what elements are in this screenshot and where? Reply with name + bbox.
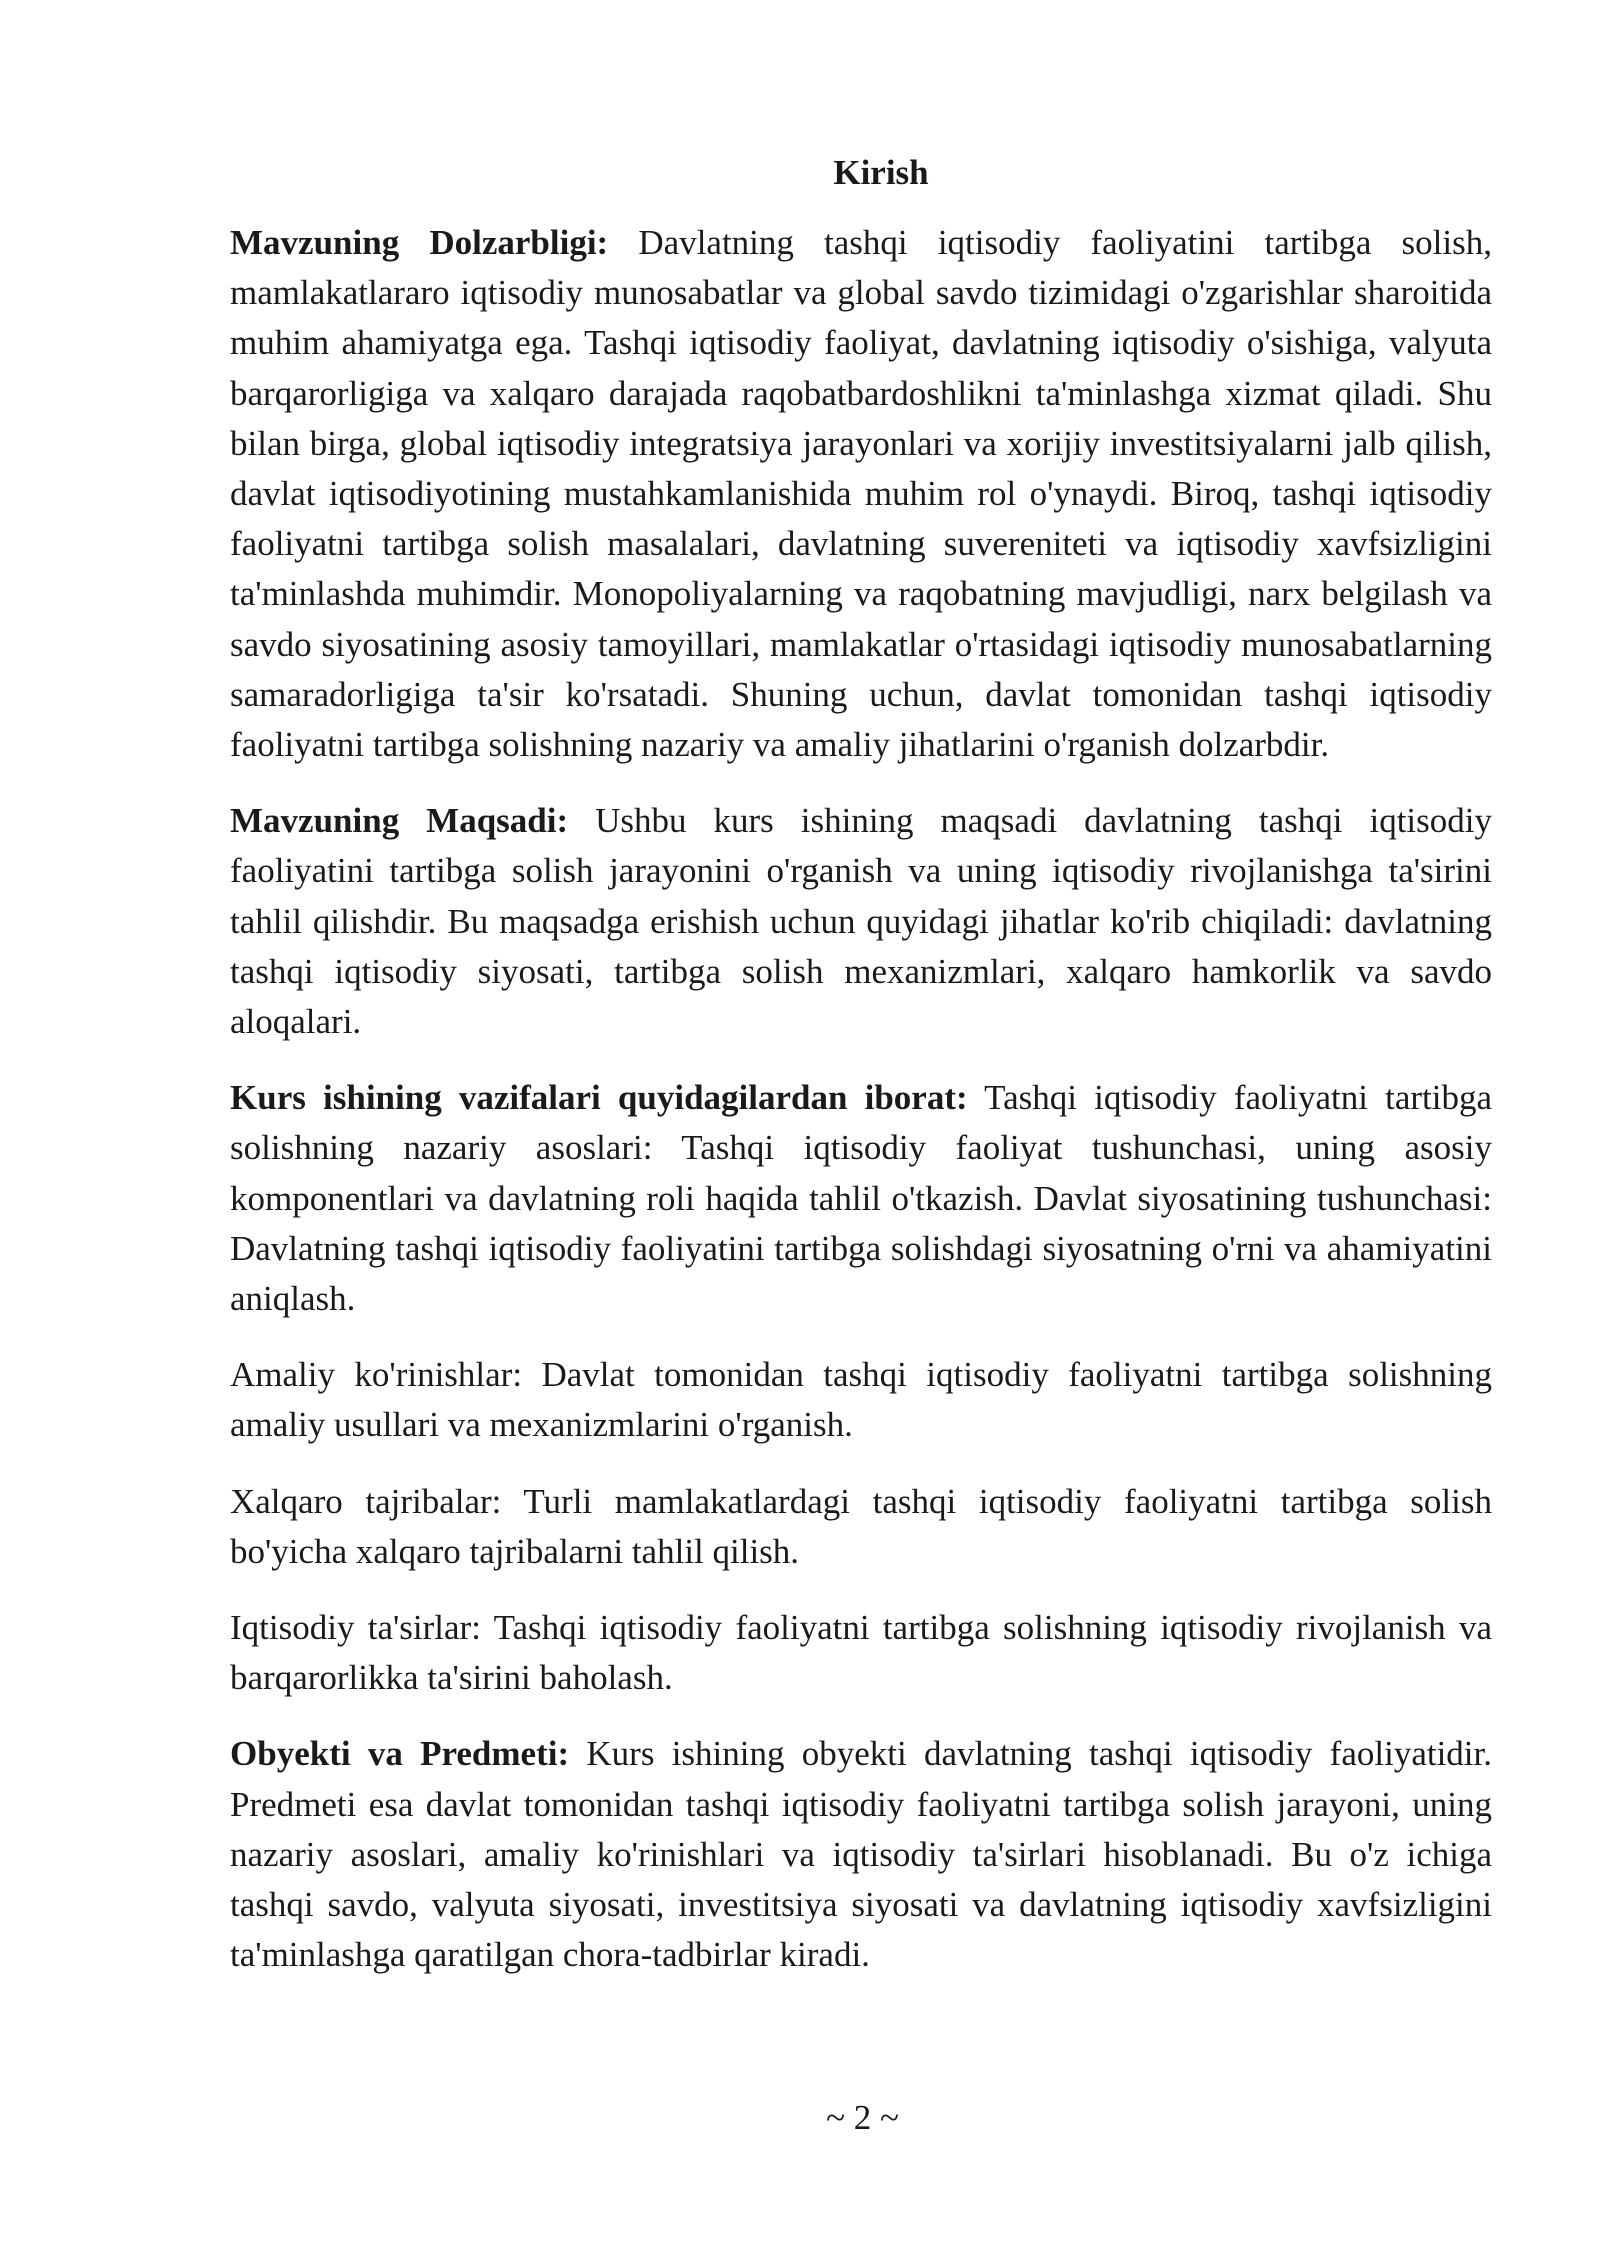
paragraph-lead: Kurs ishining vazifalari quyidagilardan iborat:	[230, 1078, 968, 1118]
paragraph-lead: Mavzuning Dolzarbligi:	[230, 223, 609, 262]
section-heading: Kirish	[833, 153, 929, 192]
paragraph-practical	[230, 1350, 1492, 1450]
paragraph-relevance	[230, 218, 1492, 770]
paragraph-text: Kurs ishining obyekti davlatning tashqi iqtisodiy faoliyatidir. Predmeti esa davlat tomonidan tashqi iqtisodiy faoliyatni tartibga solish jarayoni, uning nazariy asoslari, amaliy ko'rinishlari va iqtisodiy ta'sirlari hisoblanadi. Bu o'z ichiga tashqi savdo, valyuta siyosati, investitsiya siyosati va davlatning iqtisodiy xavfsizligini ta'minlashga qaratilgan chora-tadbirlar kiradi.	[230, 1734, 1493, 1975]
paragraph-text: Tashqi iqtisodiy faoliyatni tartibga solishning nazariy asoslari: Tashqi iqtisodiy faoliyat tushunchasi, uning asosiy komponentlari va davlatning roli haqida tahlil o'tkazish. Davlat siyosatining tushunchasi: Davlatning tashqi iqtisodiy faoliyatini tartibga solishdagi siyosatning o'rni va ahamiyatini aniqlash.	[230, 1078, 1492, 1319]
document-page	[230, 148, 1492, 2007]
paragraph-goal	[230, 796, 1492, 1047]
paragraph-text: Iqtisodiy ta'sirlar: Tashqi iqtisodiy faoliyatni tartibga solishning iqtisodiy rivojlanish va barqarorlikka ta'sirini baholash.	[230, 1608, 1492, 1698]
paragraph-lead: Obyekti va Predmeti:	[230, 1734, 570, 1774]
page-number: ~ 2 ~	[826, 2098, 899, 2137]
paragraph-text: Xalqaro tajribalar: Turli mamlakatlardagi tashqi iqtisodiy faoliyatni tartibga solish bo'yicha xalqaro tajribalarni tahlil qilish.	[230, 1481, 1492, 1571]
paragraph-text: Davlatning tashqi iqtisodiy faoliyatini tartibga solish, mamlakatlararo iqtisodiy munosabatlar va global savdo tizimidagi o'zgarishlar sharoitida muhim ahamiyatga ega. Tashqi iqtisodiy faoliyat, davlatning iqtisodiy o'sishiga, valyuta barqarorligiga va xalqaro darajada raqobatbardoshlikni ta'minlashga xizmat qiladi. Shu bilan birga, global iqtisodiy integratsiya jarayonlari va xorijiy investitsiyalarni jalb qilish, davlat iqtisodiyotining mustahkamlanishida muhim rol o'ynaydi. Biroq, tashqi iqtisodiy faoliyatni tartibga solish masalalari, davlatning suvereniteti va iqtisodiy xavfsizligini ta'minlashda muhimdir. Monopoliyalarning va raqobatning mavjudligi, narx belgilash va savdo siyosatining asosiy tamoyillari, mamlakatlar o'rtasidagi iqtisodiy munosabatlarning samaradorligiga ta'sir ko'rsatadi. Shuning uchun, davlat tomonidan tashqi iqtisodiy faoliyatni tartibga solishning nazariy va amaliy jihatlarini o'rganish dolzarbdir.	[230, 223, 1492, 765]
paragraph-economic-effects	[230, 1603, 1492, 1703]
paragraph-international	[230, 1477, 1492, 1577]
paragraph-text: Amaliy ko'rinishlar: Davlat tomonidan tashqi iqtisodiy faoliyatni tartibga solishning amaliy usullari va mexanizmlarini o'rganish.	[230, 1355, 1492, 1445]
paragraph-lead: Mavzuning Maqsadi:	[230, 801, 569, 841]
paragraph-object-subject	[230, 1729, 1492, 1980]
paragraph-text: Ushbu kurs ishining maqsadi davlatning tashqi iqtisodiy faoliyatini tartibga solish jarayonini o'rganish va uning iqtisodiy rivojlanishga ta'sirini tahlil qilishdir. Bu maqsadga erishish uchun quyidagi jihatlar ko'rib chiqiladi: davlatning tashqi iqtisodiy siyosati, tartibga solish mexanizmlari, xalqaro hamkorlik va savdo aloqalari.	[230, 801, 1492, 1042]
paragraph-tasks	[230, 1073, 1492, 1324]
